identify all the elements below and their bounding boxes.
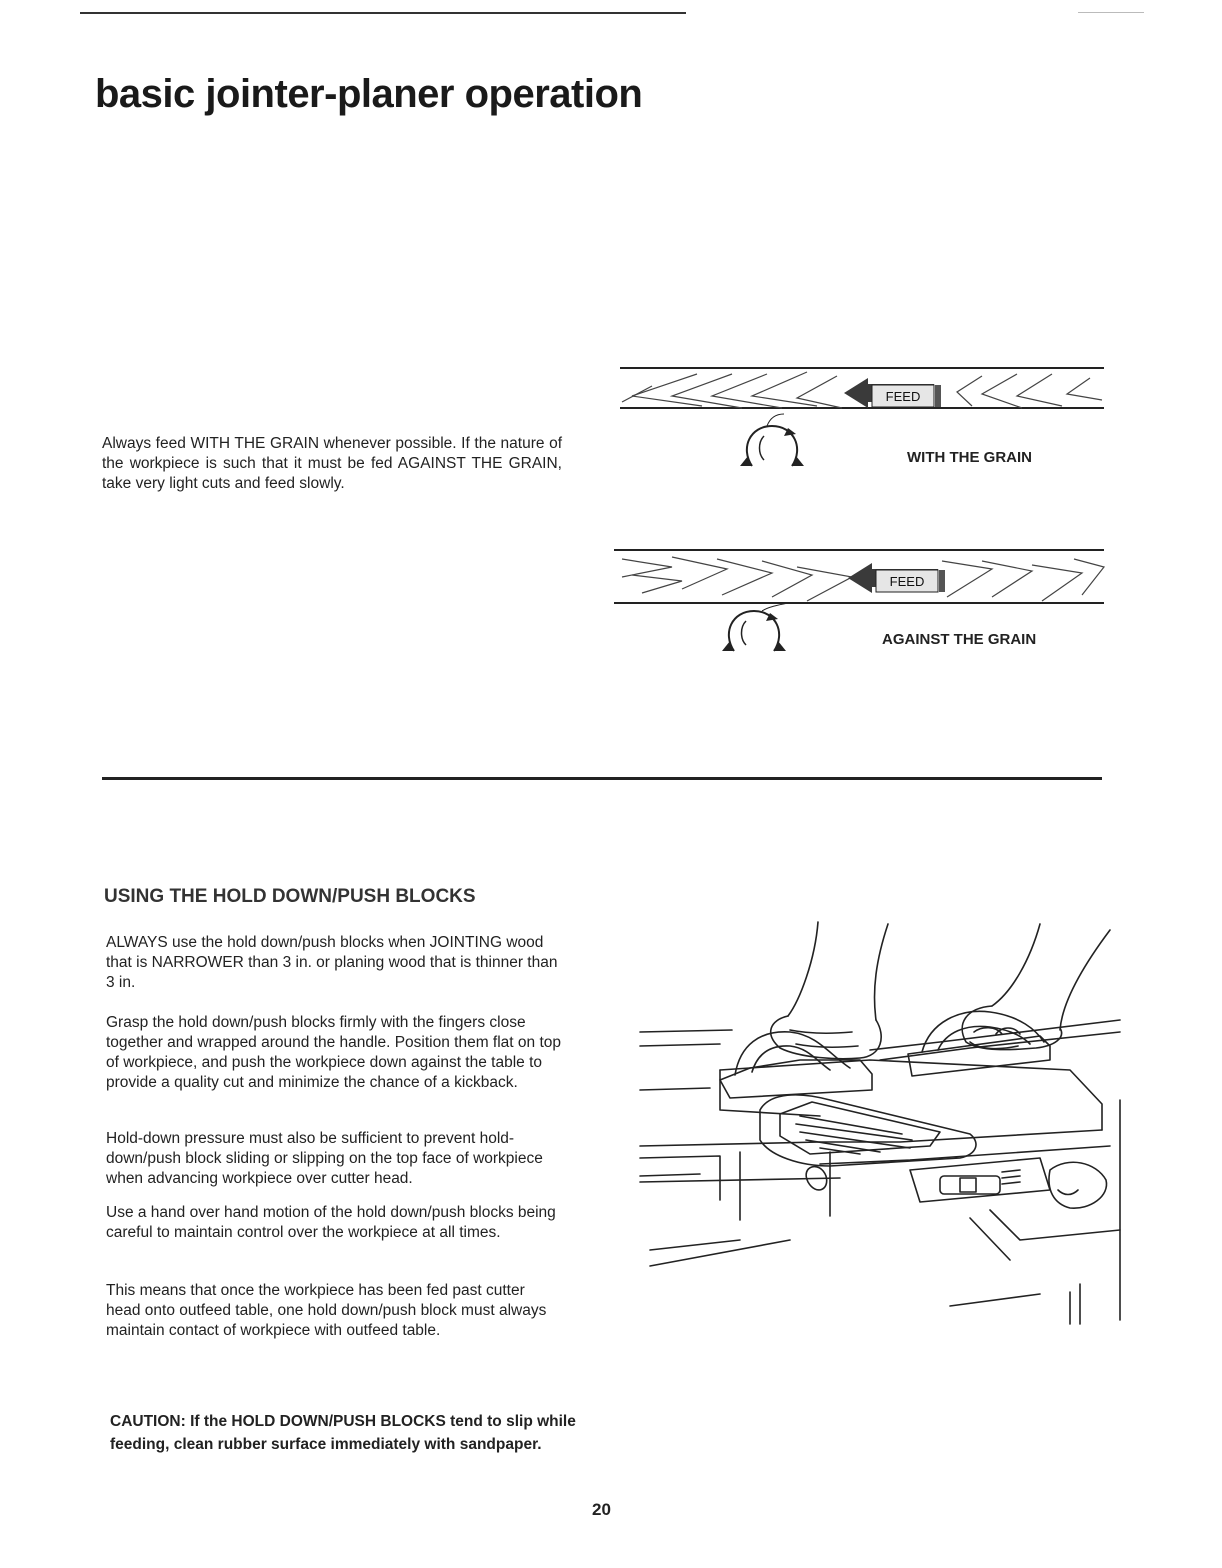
paragraph-5: This means that once the workpiece has been fed past cutter head onto outfeed table, one hold down/push block must always maintain contact of workpiece with outfeed table. bbox=[106, 1282, 547, 1339]
grain-paragraph: Always feed WITH THE GRAIN whenever possible. If the nature of the workpiece is such that it must be fed AGAINST THE GRAIN, take very light cuts and feed slowly. bbox=[102, 435, 562, 492]
with-grain-diagram bbox=[612, 362, 1112, 472]
section-divider bbox=[102, 777, 1102, 780]
top-rule-faint bbox=[1078, 12, 1144, 13]
paragraph-2: Grasp the hold down/push blocks firmly with the fingers close together and wrapped around the handle. Position them flat on top of workpiece, and push the workpiece down against the table to provide a quality cut and minimize the chance of a kickback. bbox=[106, 1014, 561, 1091]
top-rule bbox=[80, 12, 686, 14]
push-block-illustration bbox=[640, 920, 1120, 1330]
paragraph-3: Hold-down pressure must also be sufficient to prevent hold-down/push block sliding or slipping on the top face of workpiece when advancing workpiece over cutter head. bbox=[106, 1130, 543, 1187]
page-number: 20 bbox=[592, 1500, 611, 1519]
with-grain-caption: WITH THE GRAIN bbox=[907, 449, 1032, 466]
against-grain-caption: AGAINST THE GRAIN bbox=[882, 631, 1037, 648]
against-grain-diagram bbox=[612, 545, 1112, 655]
feed-label: FEED bbox=[885, 389, 921, 404]
paragraph-4: Use a hand over hand motion of the hold down/push blocks being careful to maintain control over the workpiece at all times. bbox=[106, 1204, 556, 1241]
feed-label: FEED bbox=[889, 574, 925, 589]
paragraph-1: ALWAYS use the hold down/push blocks when JOINTING wood that is NARROWER than 3 in. or planing wood that is thinner than 3 in. bbox=[106, 934, 558, 991]
section-heading: USING THE HOLD DOWN/PUSH BLOCKS bbox=[104, 886, 476, 907]
caution-note: CAUTION: If the HOLD DOWN/PUSH BLOCKS tend to slip while feeding, clean rubber surface immediately with sandpaper. bbox=[110, 1413, 576, 1453]
page-title: basic jointer-planer operation bbox=[95, 72, 643, 116]
